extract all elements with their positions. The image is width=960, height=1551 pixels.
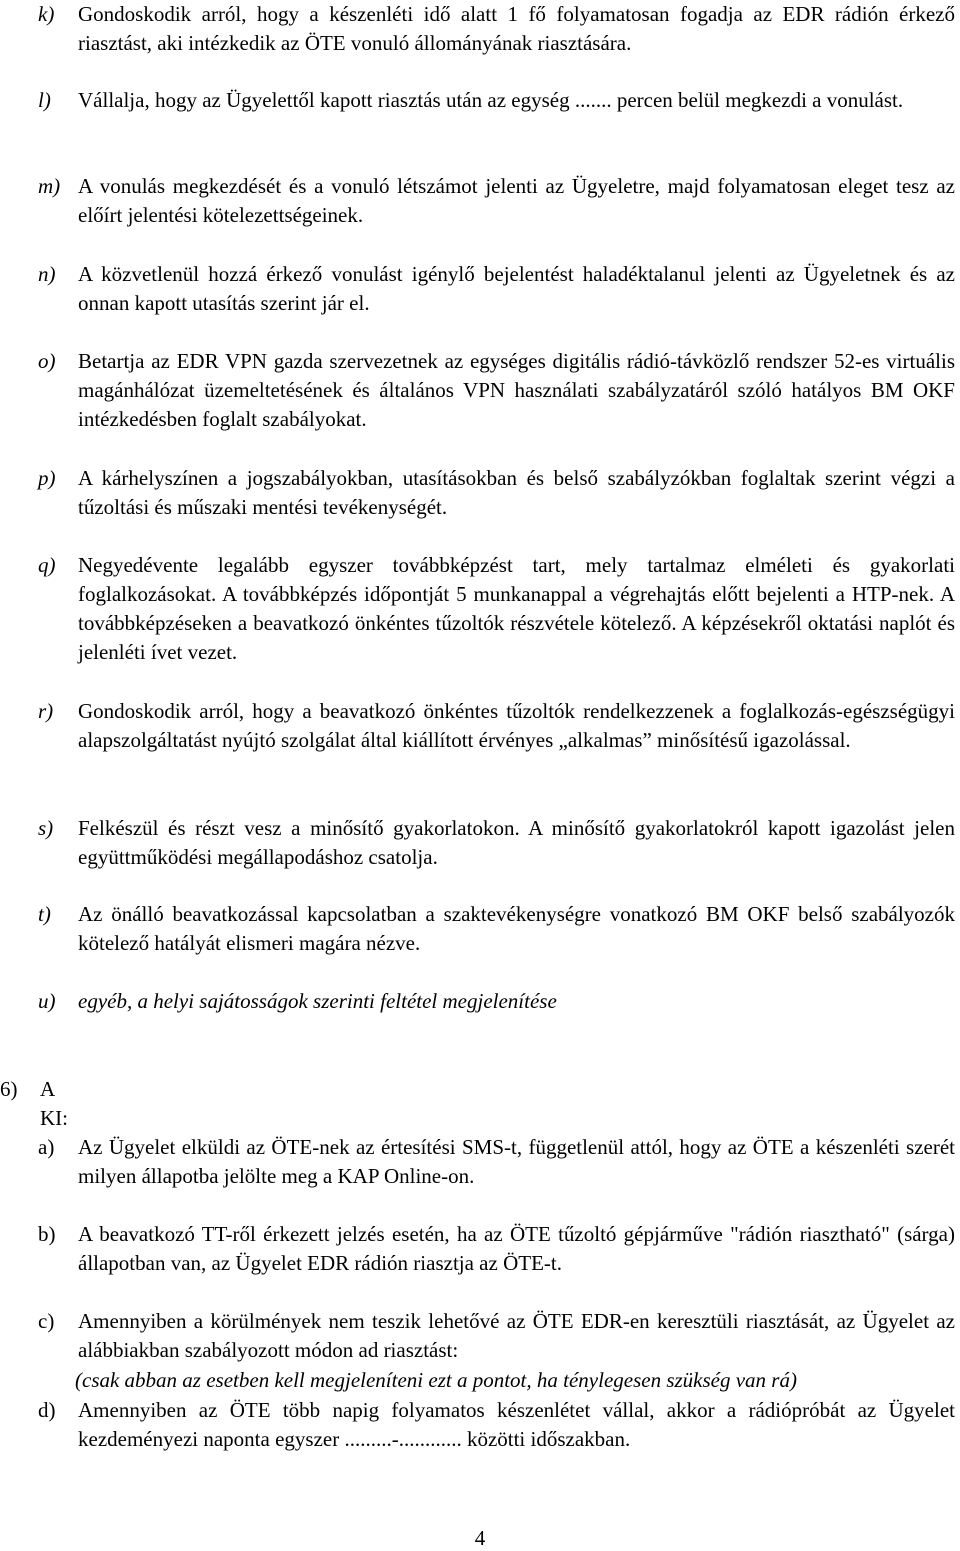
item-text: Amennyiben a körülmények nem teszik lehetővé az ÖTE EDR-en keresztüli riasztását, az Ügyelet az alábbiakban szabályozott módon ad riasztást: bbox=[78, 1309, 955, 1362]
item-text: A beavatkozó TT-ről érkezett jelzés esetén, ha az ÖTE tűzoltó gépjárműve "rádión riasztható" (sárga) állapotban van, az Ügyelet EDR rádión riasztja az ÖTE-t. bbox=[78, 1222, 955, 1275]
item-label: k) bbox=[38, 2, 55, 26]
item-label: c) bbox=[38, 1309, 55, 1333]
item-label: s) bbox=[38, 816, 54, 840]
item-text: Gondoskodik arról, hogy a készenléti idő alatt 1 fő folyamatosan fogadja az EDR rádión érkező riasztást, aki intézkedik az ÖTE vonuló állományának riasztására. bbox=[78, 2, 955, 55]
item-label: m) bbox=[38, 174, 61, 198]
item-label: r) bbox=[38, 699, 54, 723]
item-label: u) bbox=[38, 989, 56, 1013]
item-text: Felkészül és részt vesz a minősítő gyakorlatokon. A minősítő gyakorlatokról kapott igazolást jelen együttműködési megállapodáshoz csatolja. bbox=[78, 816, 955, 869]
item-text: A vonulás megkezdését és a vonuló létszámot jelenti az Ügyeletre, majd folyamatosan eleget tesz az előírt jelentési kötelezettségeinek. bbox=[78, 174, 955, 227]
item-label: l) bbox=[38, 88, 51, 112]
item-label: t) bbox=[38, 902, 51, 926]
item-text: A közvetlenül hozzá érkező vonulást igénylő bejelentést haladéktalanul jelenti az Ügyeletnek és az onnan kapott utasítás szerint jár el. bbox=[78, 262, 955, 315]
section-title: A KI: bbox=[40, 1077, 68, 1130]
item-text: Negyedévente legalább egyszer továbbképzést tart, mely tartalmaz elméleti és gyakorlati foglalkozásokat. A továbbképzés időpontját 5 munkanappal a végrehajtás előtt bejelenti a HTP-nek. A továbbképzéseken a beavatkozó önkéntes tűzoltók részvétele kötelező. A képzésekről oktatási naplót és jelenléti ívet vezet. bbox=[78, 553, 955, 664]
item-label: q) bbox=[38, 553, 56, 577]
item-label: b) bbox=[38, 1222, 56, 1246]
item-label: n) bbox=[38, 262, 56, 286]
item-text: egyéb, a helyi sajátosságok szerinti feltétel megjelenítése bbox=[78, 989, 557, 1013]
item-text: Gondoskodik arról, hogy a beavatkozó önkéntes tűzoltók rendelkezzenek a foglalkozás-egészségügyi alapszolgáltatást nyújtó szolgálat által kiállított érvényes „alkalmas” minősítésű igazolással. bbox=[78, 699, 955, 752]
section-number: 6) bbox=[0, 1077, 18, 1101]
item-note: (csak abban az esetben kell megjeleníteni ezt a pontot, ha ténylegesen szükség van rá) bbox=[75, 1368, 797, 1392]
item-label: o) bbox=[38, 349, 56, 373]
item-text: A kárhelyszínen a jogszabályokban, utasításokban és belső szabályzókban foglaltak szerint végzi a tűzoltási és műszaki mentési tevékenységét. bbox=[78, 466, 955, 519]
item-text: Az önálló beavatkozással kapcsolatban a szaktevékenységre vonatkozó BM OKF belső szabályozók kötelező hatályát elismeri magára nézve. bbox=[78, 902, 955, 955]
item-label: p) bbox=[38, 466, 56, 490]
item-text: Betartja az EDR VPN gazda szervezetnek az egységes digitális rádió-távközlő rendszer 52-es virtuális magánhálózat üzemeltetésének és általános VPN használati szabályzatáról szóló hatályos BM OKF intézkedésben foglalt szabályokat. bbox=[78, 349, 955, 431]
item-label: a) bbox=[38, 1135, 55, 1159]
item-text: Vállalja, hogy az Ügyelettől kapott riasztás után az egység ....... percen belül megkezdi a vonulást. bbox=[78, 88, 904, 112]
item-text: Amennyiben az ÖTE több napig folyamatos készenlétet vállal, akkor a rádiópróbát az Ügyelet kezdeményezi naponta egyszer .........-............ közötti időszakban. bbox=[78, 1398, 955, 1451]
item-text: Az Ügyelet elküldi az ÖTE-nek az értesítési SMS-t, függetlenül attól, hogy az ÖTE a készenléti szerét milyen állapotba jelölte meg a KAP Online-on. bbox=[78, 1135, 955, 1188]
item-label: d) bbox=[38, 1398, 56, 1422]
page-number: 4 bbox=[474, 1526, 486, 1550]
